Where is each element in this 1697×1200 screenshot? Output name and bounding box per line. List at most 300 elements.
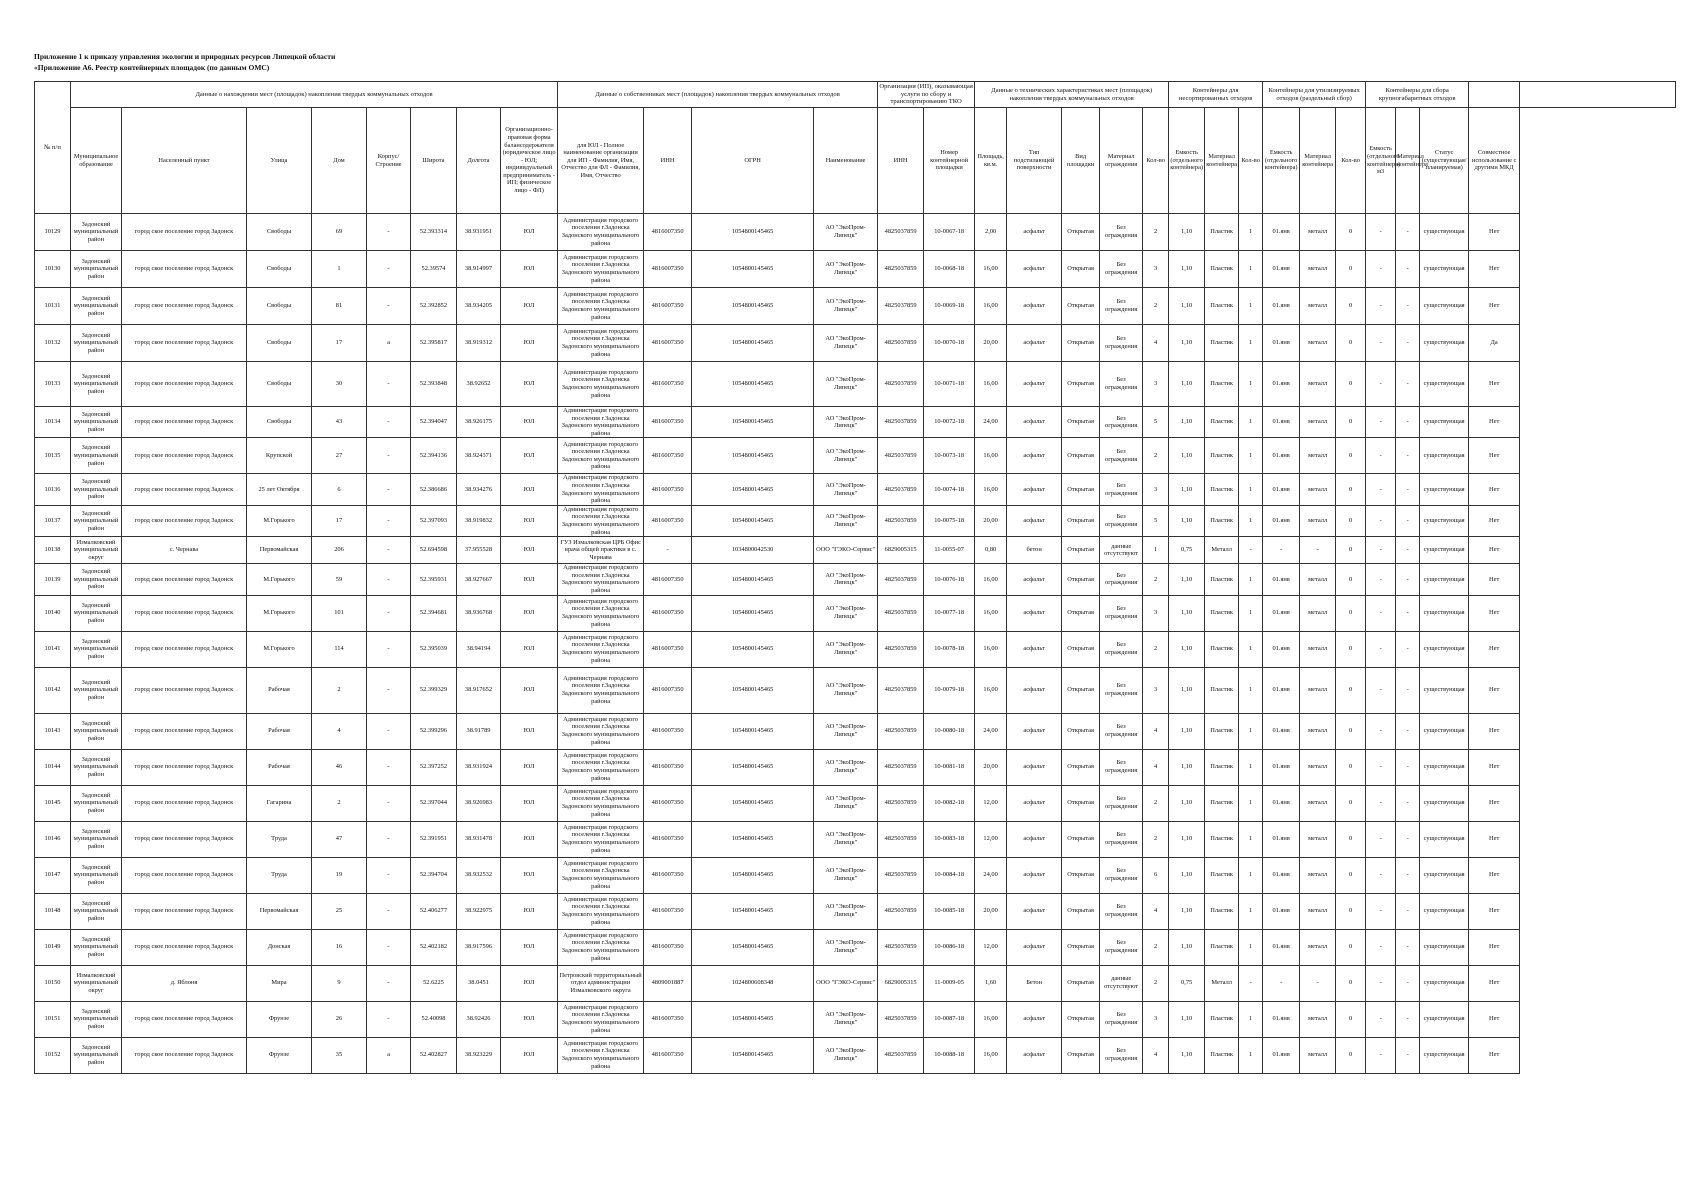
col-operator-name: Наименование [814,108,878,214]
group-owners: Данные о собственниках мест (площадок) накопления твердых коммунальных отходов [558,82,878,108]
cell-num: 10137 [35,505,71,536]
cell-operator-name: АО "ЭкоПром-Липецк" [814,821,878,857]
group-bulky: Контейнеры для сбора крупногабаритных отходов [1366,82,1469,108]
cell-unsorted-capacity: 1,10 [1169,893,1205,929]
cell-site-type: Открытая [1062,407,1100,438]
cell-bulky-qty: 0 [1336,857,1366,893]
group-shared-blank [1520,82,1676,108]
cell-lon: 38.0451 [457,965,501,1001]
group-operator: Организация (ИП), оказывающая услуги по сбору и транспортированию ТКО [878,82,975,108]
cell-recycled-capacity: 01.янв [1263,857,1300,893]
cell-recycled-material: металл [1300,893,1336,929]
cell-bulky-capacity: - [1366,713,1396,749]
cell-site-type: Открытая [1062,857,1100,893]
cell-settlement: город ское поселение город Задонск [122,362,247,407]
cell-status: существующая [1420,785,1469,821]
cell-unsorted-qty: 6 [1143,857,1169,893]
cell-num: 10151 [35,1001,71,1037]
cell-building: - [367,965,411,1001]
cell-municipality: Измалковский муниципальный округ [71,537,122,564]
cell-legal-form: ЮЛ [501,785,558,821]
cell-site-type: Открытая [1062,595,1100,631]
cell-surface: асфальт [1007,438,1062,474]
cell-unsorted-qty: 2 [1143,821,1169,857]
cell-operator-name: АО "ЭкоПром-Липецк" [814,595,878,631]
cell-lat: 52.395931 [411,564,457,595]
cell-unsorted-qty: 5 [1143,407,1169,438]
cell-street: М.Горького [247,631,312,667]
cell-street: 25 лет Октября [247,474,312,505]
cell-unsorted-capacity: 1,10 [1169,929,1205,965]
cell-surface: асфальт [1007,857,1062,893]
cell-bulky-qty: 0 [1336,288,1366,325]
cell-lon: 38.919312 [457,325,501,362]
cell-inn: 4816007350 [644,214,692,251]
cell-recycled-capacity: 01.янв [1263,251,1300,288]
cell-unsorted-qty: 4 [1143,749,1169,785]
cell-recycled-material: металл [1300,438,1336,474]
cell-surface: асфальт [1007,785,1062,821]
cell-ogrn: 1054800145465 [692,1037,814,1073]
cell-shared: Нет [1469,407,1520,438]
cell-inn: 4816007350 [644,407,692,438]
cell-site-number: 10-0069-18 [924,288,975,325]
cell-operator-name: АО "ЭкоПром-Липецк" [814,713,878,749]
cell-surface: асфальт [1007,1001,1062,1037]
cell-num: 10142 [35,667,71,713]
cell-surface: асфальт [1007,474,1062,505]
cell-lon: 38.923229 [457,1037,501,1073]
cell-bulky-material: - [1396,929,1420,965]
cell-bulky-capacity: - [1366,438,1396,474]
cell-area: 16,00 [975,251,1007,288]
cell-settlement: город ское поселение город Задонск [122,1037,247,1073]
cell-legal-form: ЮЛ [501,362,558,407]
cell-area: 16,00 [975,288,1007,325]
cell-house: 9 [312,965,367,1001]
cell-recycled-qty: 1 [1239,474,1263,505]
cell-fence: Без ограждения [1100,595,1143,631]
cell-unsorted-capacity: 1,10 [1169,857,1205,893]
cell-owner-name: Администрация городского поселения г.Задонска Задонского муниципального района [558,564,644,595]
col-bulky-material: Материал контейнера [1396,108,1420,214]
cell-operator-name: АО "ЭкоПром-Липецк" [814,251,878,288]
cell-municipality: Задонский муниципальный район [71,667,122,713]
cell-unsorted-capacity: 1,10 [1169,505,1205,536]
cell-recycled-material: металл [1300,474,1336,505]
cell-status: существующая [1420,857,1469,893]
cell-house: 1 [312,251,367,288]
cell-bulky-material: - [1396,325,1420,362]
cell-bulky-capacity: - [1366,965,1396,1001]
cell-street: Свободы [247,288,312,325]
cell-inn: 4816007350 [644,929,692,965]
cell-recycled-material: металл [1300,821,1336,857]
cell-settlement: город ское поселение город Задонск [122,474,247,505]
cell-operator-inn: 4825037859 [878,893,924,929]
col-building: Корпус/Строение [367,108,411,214]
cell-site-number: 10-0088-18 [924,1037,975,1073]
cell-site-type: Открытая [1062,929,1100,965]
table-row [35,821,1676,857]
cell-legal-form: ЮЛ [501,474,558,505]
cell-ogrn: 1054800145465 [692,785,814,821]
cell-fence: Без ограждения [1100,1037,1143,1073]
cell-status: существующая [1420,713,1469,749]
cell-building: - [367,564,411,595]
cell-num: 10152 [35,1037,71,1073]
cell-owner-name: Администрация городского поселения г.Задонска Задонского муниципального района [558,667,644,713]
cell-owner-name: Администрация городского поселения г.Задонска Задонского муниципального района [558,362,644,407]
cell-operator-name: АО "ЭкоПром-Липецк" [814,1001,878,1037]
cell-surface: асфальт [1007,214,1062,251]
cell-lat: 52.406277 [411,893,457,929]
col-site-type: Вид площадки [1062,108,1100,214]
cell-building: - [367,821,411,857]
cell-recycled-qty: 1 [1239,1037,1263,1073]
cell-operator-inn: 6829005315 [878,965,924,1001]
cell-ogrn: 1054800145465 [692,749,814,785]
cell-unsorted-capacity: 1,10 [1169,1001,1205,1037]
cell-bulky-material: - [1396,505,1420,536]
cell-street: Первомайская [247,537,312,564]
cell-area: 20,00 [975,325,1007,362]
cell-legal-form: ЮЛ [501,631,558,667]
cell-recycled-qty: 1 [1239,438,1263,474]
cell-shared: Нет [1469,631,1520,667]
table-row [35,857,1676,893]
cell-house: 27 [312,438,367,474]
cell-area: 24,00 [975,857,1007,893]
cell-owner-name: Администрация городского поселения г.Задонска Задонского муниципального района [558,929,644,965]
cell-operator-inn: 4825037859 [878,474,924,505]
cell-unsorted-material: Пластик [1205,821,1239,857]
cell-bulky-qty: 0 [1336,474,1366,505]
cell-municipality: Задонский муниципальный район [71,325,122,362]
cell-unsorted-qty: 3 [1143,362,1169,407]
cell-site-number: 10-0083-18 [924,821,975,857]
cell-legal-form: ЮЛ [501,713,558,749]
cell-surface: асфальт [1007,929,1062,965]
cell-area: 16,00 [975,631,1007,667]
cell-recycled-qty: 1 [1239,1001,1263,1037]
cell-lon: 38.927667 [457,564,501,595]
cell-status: существующая [1420,325,1469,362]
cell-operator-inn: 6829005315 [878,537,924,564]
cell-municipality: Задонский муниципальный район [71,288,122,325]
cell-building: - [367,749,411,785]
cell-operator-name: АО "ЭкоПром-Липецк" [814,438,878,474]
cell-status: существующая [1420,667,1469,713]
cell-owner-name: Администрация городского поселения г.Задонска Задонского муниципального района [558,785,644,821]
cell-inn: 4816007350 [644,438,692,474]
cell-fence: Без ограждения [1100,1001,1143,1037]
cell-building: - [367,595,411,631]
cell-num: 10138 [35,537,71,564]
cell-street: Рабочая [247,713,312,749]
cell-num: 10144 [35,749,71,785]
cell-site-number: 10-0071-18 [924,362,975,407]
cell-lat: 52.397093 [411,505,457,536]
cell-ogrn: 1054800145465 [692,288,814,325]
cell-unsorted-capacity: 1,10 [1169,667,1205,713]
cell-operator-name: АО "ЭкоПром-Липецк" [814,1037,878,1073]
cell-legal-form: ЮЛ [501,1001,558,1037]
group-status-blank [1469,82,1520,108]
cell-lon: 38.92426 [457,1001,501,1037]
cell-fence: Без ограждения [1100,362,1143,407]
cell-municipality: Измалковский муниципальный округ [71,965,122,1001]
cell-settlement: город ское поселение город Задонск [122,713,247,749]
cell-building: - [367,893,411,929]
cell-site-number: 10-0079-18 [924,667,975,713]
cell-unsorted-capacity: 1,10 [1169,407,1205,438]
table-row [35,595,1676,631]
document-heading [34,51,335,73]
cell-unsorted-capacity: 1,10 [1169,631,1205,667]
cell-unsorted-capacity: 1,10 [1169,474,1205,505]
cell-site-type: Открытая [1062,1001,1100,1037]
cell-unsorted-qty: 4 [1143,893,1169,929]
cell-unsorted-qty: 2 [1143,965,1169,1001]
table-row [35,929,1676,965]
cell-num: 10147 [35,857,71,893]
cell-recycled-qty: 1 [1239,713,1263,749]
cell-house: 101 [312,595,367,631]
cell-municipality: Задонский муниципальный район [71,857,122,893]
cell-operator-name: АО "ЭкоПром-Липецк" [814,631,878,667]
cell-ogrn: 1054800145465 [692,929,814,965]
cell-fence: Без ограждения [1100,438,1143,474]
cell-site-number: 10-0084-18 [924,857,975,893]
cell-owner-name: Администрация городского поселения г.Задонска Задонского муниципального района [558,1001,644,1037]
cell-inn: 4816007350 [644,595,692,631]
cell-bulky-material: - [1396,965,1420,1001]
cell-unsorted-capacity: 1,10 [1169,595,1205,631]
cell-area: 16,00 [975,1037,1007,1073]
cell-area: 16,00 [975,564,1007,595]
cell-building: - [367,407,411,438]
cell-area: 12,00 [975,821,1007,857]
cell-operator-name: АО "ЭкоПром-Липецк" [814,407,878,438]
cell-shared: Нет [1469,474,1520,505]
cell-unsorted-material: Пластик [1205,929,1239,965]
cell-recycled-material: металл [1300,214,1336,251]
cell-site-type: Открытая [1062,505,1100,536]
cell-inn: - [644,537,692,564]
cell-legal-form: ЮЛ [501,857,558,893]
cell-fence: данные отсутствуют [1100,537,1143,564]
cell-bulky-capacity: - [1366,929,1396,965]
cell-operator-inn: 4825037859 [878,251,924,288]
cell-inn: 4816007350 [644,564,692,595]
cell-status: существующая [1420,893,1469,929]
col-ogrn: ОГРН [692,108,814,214]
cell-inn: 4816007350 [644,474,692,505]
cell-settlement: город ское поселение город Задонск [122,288,247,325]
cell-municipality: Задонский муниципальный район [71,749,122,785]
cell-bulky-material: - [1396,362,1420,407]
cell-building: - [367,857,411,893]
cell-lat: 52.394047 [411,407,457,438]
cell-unsorted-qty: 2 [1143,438,1169,474]
cell-area: 16,00 [975,595,1007,631]
cell-municipality: Задонский муниципальный район [71,474,122,505]
cell-lat: 52.40098 [411,1001,457,1037]
cell-recycled-qty: 1 [1239,929,1263,965]
cell-inn: 4816007350 [644,631,692,667]
cell-recycled-qty: 1 [1239,325,1263,362]
cell-status: существующая [1420,564,1469,595]
cell-house: 59 [312,564,367,595]
cell-site-type: Открытая [1062,474,1100,505]
cell-bulky-material: - [1396,595,1420,631]
cell-house: 30 [312,362,367,407]
cell-lat: 52.399329 [411,667,457,713]
cell-bulky-capacity: - [1366,362,1396,407]
cell-unsorted-qty: 3 [1143,474,1169,505]
cell-shared: Нет [1469,667,1520,713]
cell-building: - [367,505,411,536]
cell-shared: Нет [1469,1001,1520,1037]
cell-street: Крупской [247,438,312,474]
cell-shared: Нет [1469,595,1520,631]
cell-settlement: город ское поселение город Задонск [122,893,247,929]
cell-site-type: Открытая [1062,251,1100,288]
cell-shared: Нет [1469,785,1520,821]
cell-owner-name: Администрация городского поселения г.Задонска Задонского муниципального района [558,407,644,438]
cell-status: существующая [1420,438,1469,474]
cell-settlement: город ское поселение город Задонск [122,214,247,251]
cell-recycled-capacity: 01.янв [1263,288,1300,325]
cell-building: - [367,288,411,325]
cell-recycled-material: металл [1300,407,1336,438]
cell-num: 10135 [35,438,71,474]
cell-lon: 38.931924 [457,749,501,785]
cell-recycled-qty: 1 [1239,785,1263,821]
cell-fence: данные отсутствуют [1100,965,1143,1001]
cell-surface: асфальт [1007,505,1062,536]
cell-status: существующая [1420,537,1469,564]
cell-settlement: город ское поселение город Задонск [122,595,247,631]
cell-bulky-material: - [1396,564,1420,595]
cell-site-number: 10-0077-18 [924,595,975,631]
cell-surface: асфальт [1007,362,1062,407]
cell-legal-form: ЮЛ [501,438,558,474]
cell-bulky-qty: 0 [1336,667,1366,713]
cell-recycled-capacity: 01.янв [1263,325,1300,362]
cell-fence: Без ограждения [1100,929,1143,965]
cell-lon: 38.92652 [457,362,501,407]
cell-bulky-material: - [1396,785,1420,821]
cell-legal-form: ЮЛ [501,595,558,631]
cell-site-type: Открытая [1062,749,1100,785]
cell-num: 10143 [35,713,71,749]
cell-bulky-material: - [1396,749,1420,785]
cell-building: - [367,474,411,505]
cell-surface: асфальт [1007,407,1062,438]
cell-shared: Нет [1469,929,1520,965]
col-legal-form: Организационно-правовая форма балансодержателя (юридическое лицо - ЮЛ; индивидуальный предприниматель - ИП; физическое лицо - ФЛ) [501,108,558,214]
col-site-number: Номер контейнерной площадки [924,108,975,214]
cell-recycled-capacity: 01.янв [1263,407,1300,438]
cell-legal-form: ЮЛ [501,537,558,564]
cell-unsorted-qty: 3 [1143,251,1169,288]
cell-lat: 52.397044 [411,785,457,821]
cell-shared: Нет [1469,713,1520,749]
cell-num: 10141 [35,631,71,667]
col-fence: Материал ограждения [1100,108,1143,214]
cell-settlement: город ское поселение город Задонск [122,1001,247,1037]
col-unsorted-capacity: Емкость (отдельного контейнера) [1169,108,1205,214]
col-area: Площадь, кв.м. [975,108,1007,214]
cell-status: существующая [1420,505,1469,536]
cell-legal-form: ЮЛ [501,214,558,251]
col-recycled-material: Материал контейнера [1300,108,1336,214]
cell-site-number: 11-0055-07 [924,537,975,564]
col-lat: Широта [411,108,457,214]
cell-operator-inn: 4825037859 [878,667,924,713]
cell-site-type: Открытая [1062,821,1100,857]
cell-shared: Нет [1469,1037,1520,1073]
cell-bulky-capacity: - [1366,821,1396,857]
cell-num: 10149 [35,929,71,965]
cell-unsorted-capacity: 1,10 [1169,288,1205,325]
col-lon: Долгота [457,108,501,214]
cell-status: существующая [1420,251,1469,288]
cell-settlement: д. Яблоня [122,965,247,1001]
cell-lon: 38.917596 [457,929,501,965]
cell-inn: 4809001887 [644,965,692,1001]
cell-unsorted-material: Пластик [1205,251,1239,288]
cell-unsorted-material: Пластик [1205,214,1239,251]
cell-settlement: город ское поселение город Задонск [122,564,247,595]
cell-site-number: 10-0076-18 [924,564,975,595]
cell-recycled-material: металл [1300,857,1336,893]
cell-site-type: Открытая [1062,288,1100,325]
cell-site-number: 10-0068-18 [924,251,975,288]
cell-bulky-qty: 0 [1336,965,1366,1001]
cell-unsorted-qty: 2 [1143,288,1169,325]
cell-ogrn: 1054800145465 [692,505,814,536]
cell-area: 16,00 [975,438,1007,474]
cell-owner-name: Администрация городского поселения г.Задонска Задонского муниципального района [558,857,644,893]
cell-municipality: Задонский муниципальный район [71,251,122,288]
cell-num: 10129 [35,214,71,251]
cell-lon: 38.94194 [457,631,501,667]
cell-site-type: Открытая [1062,893,1100,929]
cell-settlement: город ское поселение город Задонск [122,929,247,965]
cell-street: Свободы [247,251,312,288]
cell-bulky-material: - [1396,713,1420,749]
cell-house: 2 [312,785,367,821]
cell-municipality: Задонский муниципальный район [71,713,122,749]
cell-surface: асфальт [1007,1037,1062,1073]
cell-area: 1,60 [975,965,1007,1001]
cell-surface: асфальт [1007,631,1062,667]
cell-settlement: город ское поселение город Задонск [122,631,247,667]
cell-municipality: Задонский муниципальный район [71,1037,122,1073]
cell-fence: Без ограждения [1100,893,1143,929]
cell-unsorted-material: Пластик [1205,749,1239,785]
cell-inn: 4816007350 [644,713,692,749]
cell-bulky-capacity: - [1366,564,1396,595]
cell-lat: 52.393314 [411,214,457,251]
cell-building: - [367,713,411,749]
cell-recycled-capacity: 01.янв [1263,474,1300,505]
cell-ogrn: 1054800145465 [692,564,814,595]
cell-house: 46 [312,749,367,785]
